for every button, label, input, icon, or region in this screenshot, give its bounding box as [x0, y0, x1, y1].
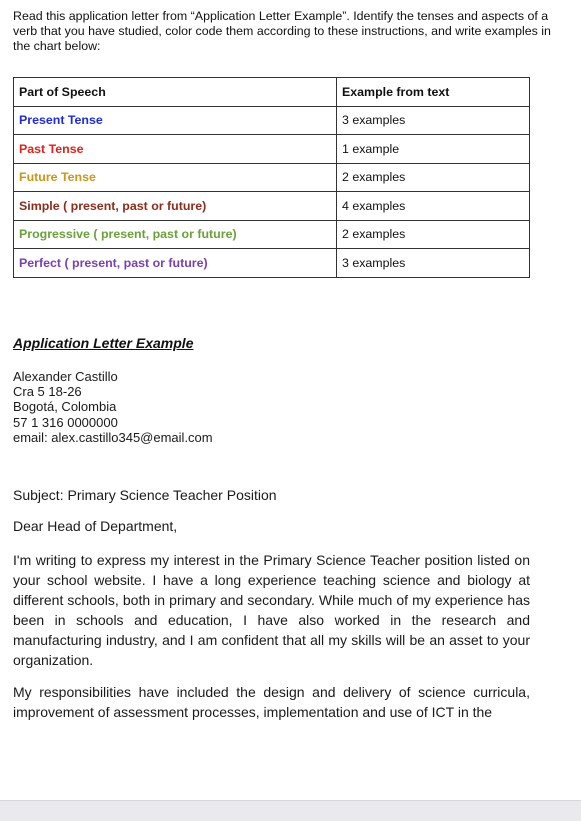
- row-example-simple: 4 examples: [337, 192, 530, 221]
- row-label-future-tense: Future Tense: [14, 163, 337, 192]
- row-label-past-tense: Past Tense: [14, 135, 337, 164]
- row-example-past-tense: 1 example: [337, 135, 530, 164]
- row-label-present-tense: Present Tense: [14, 106, 337, 135]
- header-part-of-speech: Part of Speech: [14, 78, 337, 107]
- table-header-row: [14, 78, 530, 107]
- table-row: [14, 220, 530, 249]
- letter-paragraph-1: I'm writing to express my interest in the Primary Science Teacher position listed on your school website. I have a long experience teaching science and biology at different schools, both in primary and secondary. While much of my experience has been in schools and education, I have also worked in the research and manufacturing industry, and I am confident that all my skills will be an asset to your organization.: [13, 552, 530, 668]
- letter-salutation: Dear Head of Department,: [13, 518, 178, 534]
- letter-title: Application Letter Example: [13, 335, 194, 351]
- sender-address-block: [13, 369, 213, 445]
- table-row: [14, 106, 530, 135]
- instructions-text: Read this application letter from “Application Letter Example”. Identify the tenses and aspects of a verb that you have studied, color code them according to these instructions, and write examples in the chart below:: [13, 9, 551, 53]
- sender-email: email: alex.castillo345@email.com: [13, 429, 213, 445]
- row-label-perfect: Perfect ( present, past or future): [14, 249, 337, 278]
- tense-chart-table: [13, 77, 530, 278]
- viewer-bottom-bar: [0, 800, 581, 821]
- table-row: [14, 163, 530, 192]
- row-example-present-tense: 3 examples: [337, 106, 530, 135]
- sender-phone: 57 1 316 0000000: [13, 414, 118, 430]
- table-row: [14, 135, 530, 164]
- sender-name: Alexander Castillo: [13, 369, 118, 384]
- header-example-from-text: Example from text: [337, 78, 530, 107]
- row-example-perfect: 3 examples: [337, 249, 530, 278]
- letter-subject: Subject: Primary Science Teacher Position: [13, 487, 277, 503]
- row-label-progressive: Progressive ( present, past or future): [14, 220, 337, 249]
- sender-street: Cra 5 18-26: [13, 384, 82, 400]
- table-row: [14, 249, 530, 278]
- table-row: [14, 192, 530, 221]
- row-example-progressive: 2 examples: [337, 220, 530, 249]
- letter-paragraph-2: My responsibilities have included the design and delivery of science curricula, improvement of assessment processes, implementation and use of ICT in the: [13, 684, 530, 720]
- row-label-simple: Simple ( present, past or future): [14, 192, 337, 221]
- row-example-future-tense: 2 examples: [337, 163, 530, 192]
- sender-city: Bogotá, Colombia: [13, 399, 117, 415]
